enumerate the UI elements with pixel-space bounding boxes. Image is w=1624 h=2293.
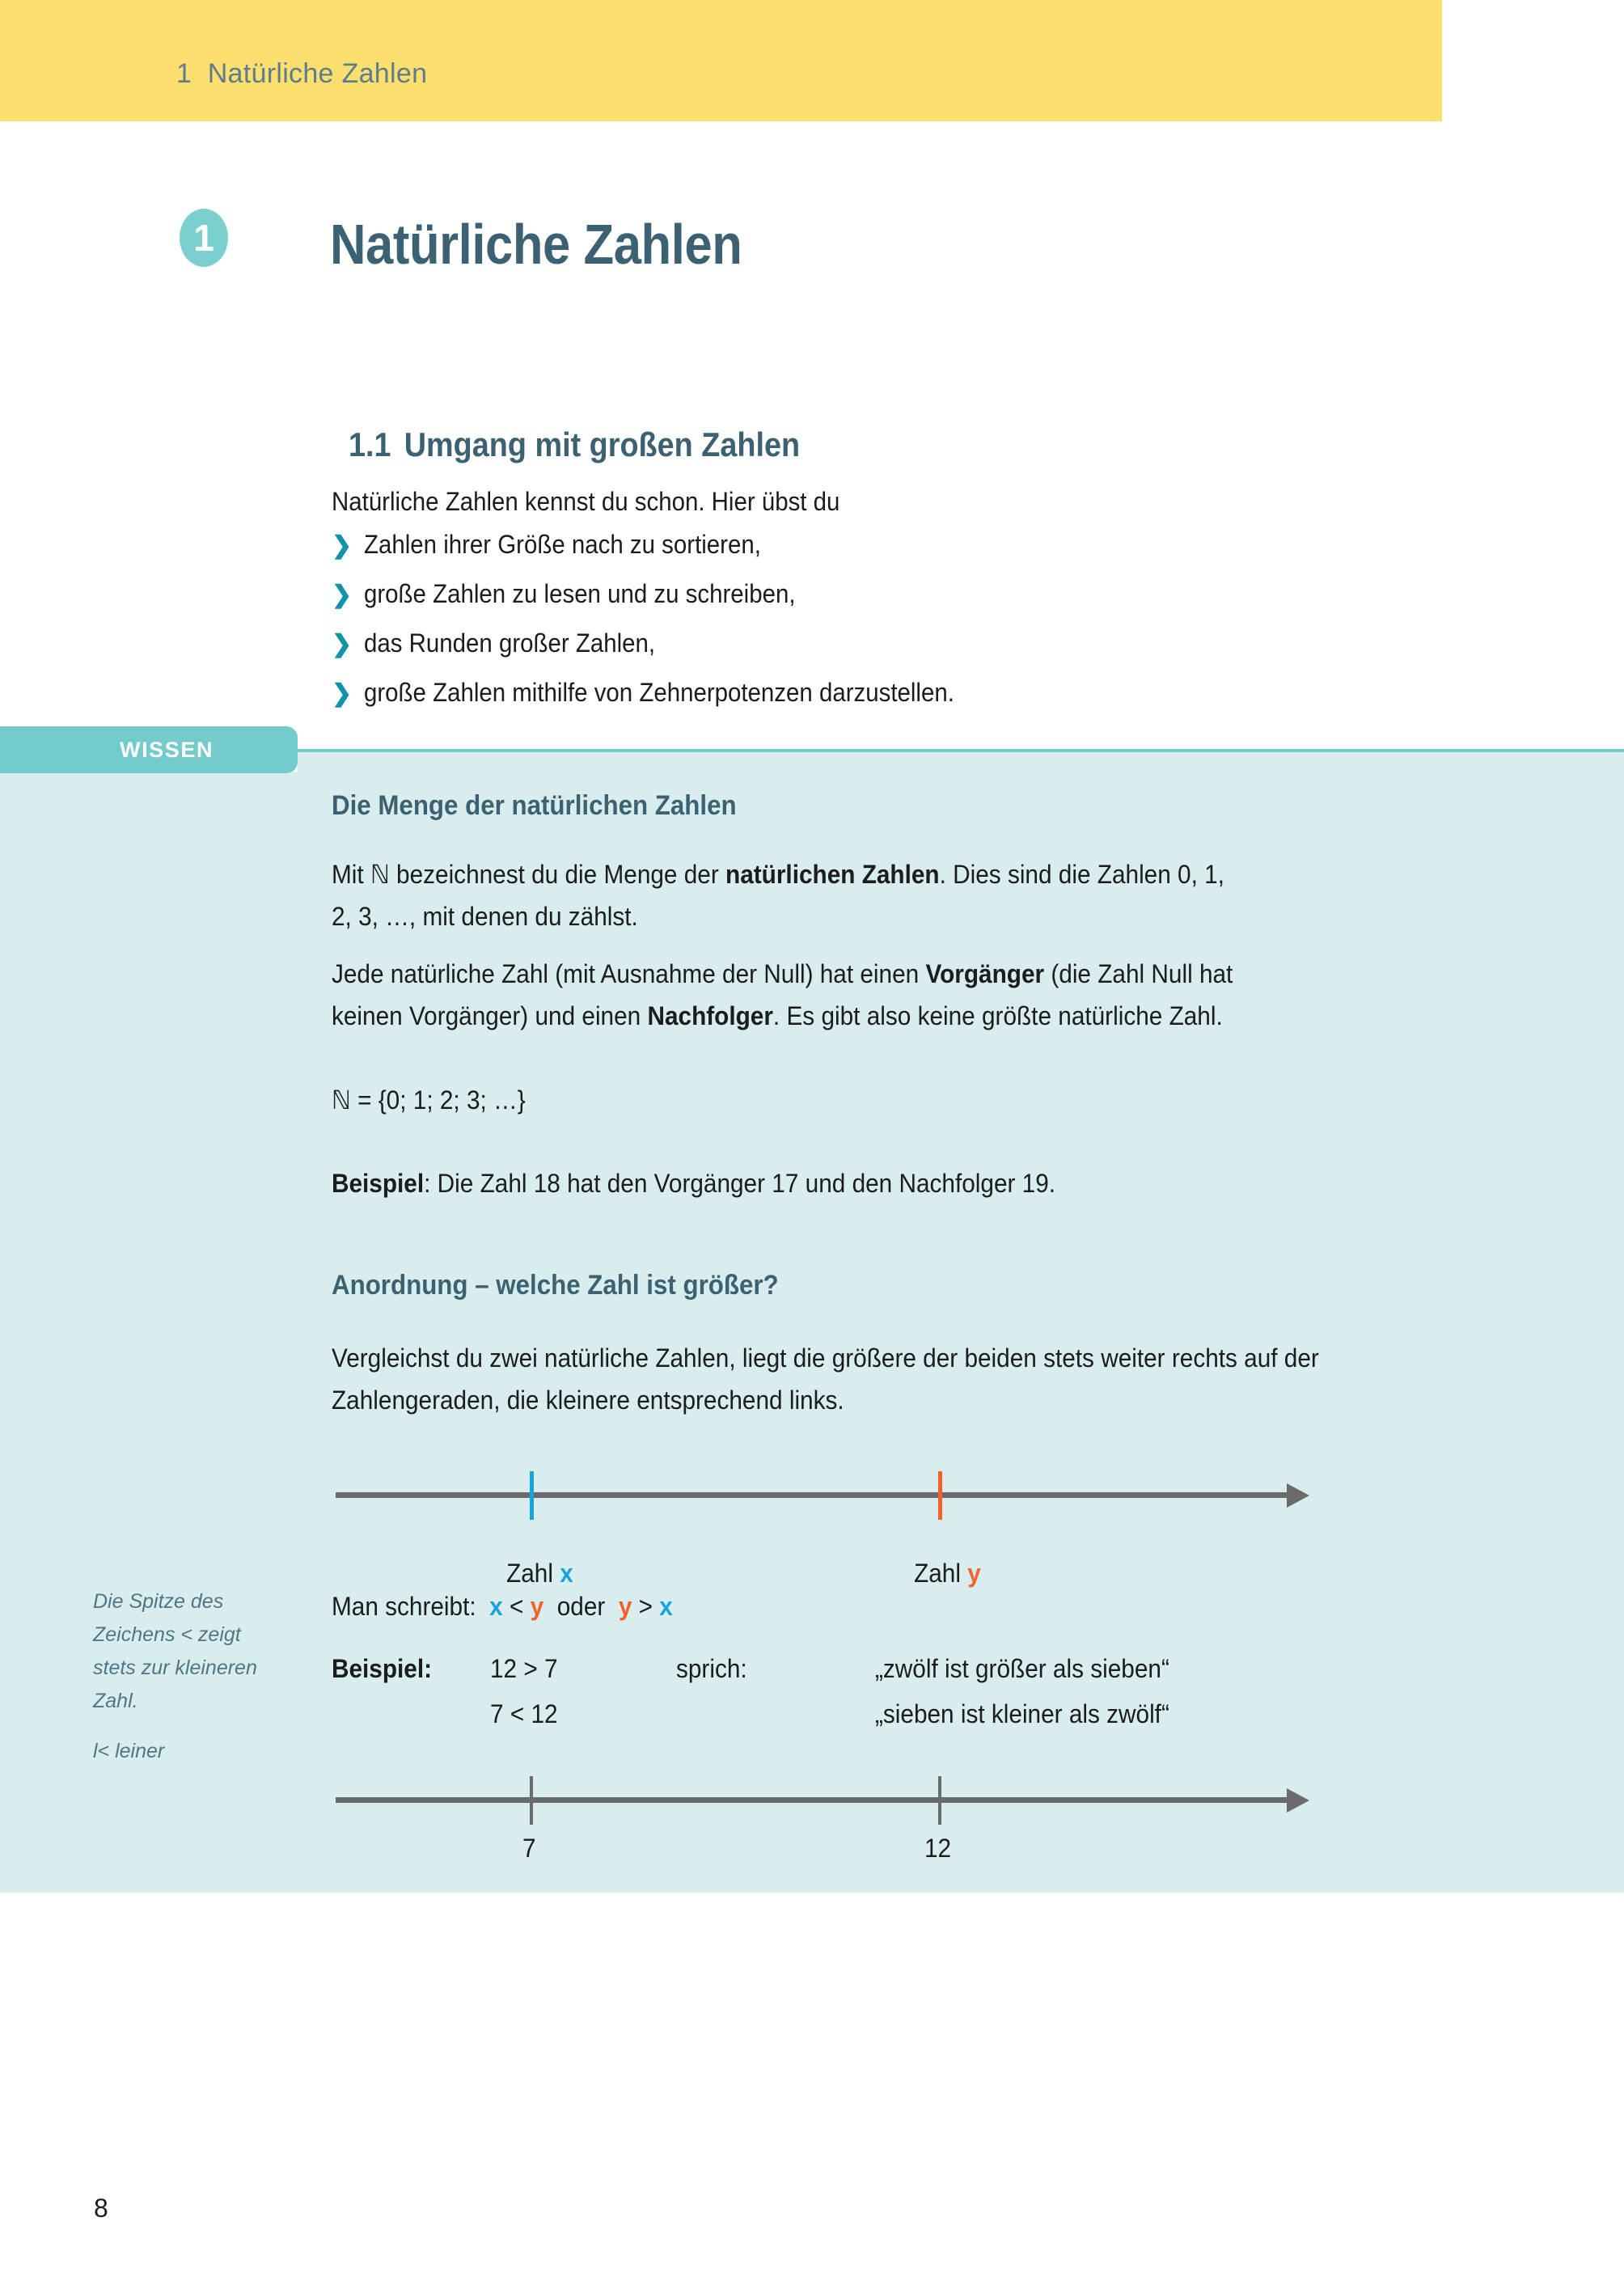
section-heading (332, 387, 800, 464)
wissen-block2-para: Vergleichst du zwei natürliche Zahlen, liegt die größere der beiden stets weiter rechts auf der Zahlengeraden, die kleinere entsprechend links. (332, 1343, 1319, 1415)
speak-label: sprich: (676, 1654, 747, 1683)
list-item (332, 628, 1383, 678)
tick-y-variable: y (967, 1559, 981, 1588)
axis-arrow-icon (1287, 1483, 1309, 1508)
notation-expr2-op: > (638, 1592, 653, 1621)
chevron-right-icon: ❯ (332, 532, 353, 559)
wissen-tab-label: WISSEN (120, 738, 214, 762)
notation-expr1-y: y (530, 1592, 544, 1621)
para2-segment-b: (die Zahl Null hat keinen Vorgänger) und einen (332, 959, 1233, 1030)
list-item (332, 530, 1383, 579)
list-item (332, 678, 1383, 727)
tick-y-label-word: Zahl (914, 1559, 968, 1588)
margin-note-mnemonic: l< leiner (93, 1740, 165, 1762)
notation-expr2-x: x (659, 1592, 673, 1621)
tick-12 (938, 1776, 941, 1825)
intro-lead-text: Natürliche Zahlen kennst du schon. Hier übst du (332, 487, 840, 516)
chapter-badge-number: 1 (193, 217, 214, 259)
tick-x (530, 1471, 534, 1520)
para2-segment-a: Jede natürliche Zahl (mit Ausnahme der Null) hat einen (332, 959, 926, 988)
para1-segment-a: Mit ℕ bezeichnest du die Menge der (332, 860, 726, 889)
tick-x-label-word: Zahl (506, 1559, 560, 1588)
table-row (332, 1699, 1343, 1745)
section-title: Umgang mit großen Zahlen (404, 425, 801, 463)
running-head-label: 1 Natürliche Zahlen (176, 58, 428, 89)
para2-bold-nachfolger: Nachfolger (647, 1001, 773, 1030)
para1-bold: natürlichen Zahlen (725, 860, 940, 889)
axis-line (336, 1492, 1290, 1498)
example-text: : Die Zahl 18 hat den Vorgänger 17 und den Nachfolger 19. (424, 1169, 1056, 1198)
chapter-number-badge (180, 209, 228, 267)
wissen-block1-para1 (332, 853, 1234, 937)
notation-conjunction: oder (556, 1592, 606, 1621)
example-expression: 12 > 7 (490, 1654, 558, 1683)
tick-x-variable: x (560, 1559, 573, 1588)
example-label (332, 1654, 432, 1684)
page-title: Natürliche Zahlen (330, 213, 742, 276)
list-item-label: Zahlen ihrer Größe nach zu sortieren, (364, 530, 761, 559)
notation-expr1-x: x (489, 1592, 503, 1621)
axis-line (336, 1797, 1290, 1803)
wissen-block1-para2 (332, 953, 1234, 1037)
intro-objectives-list (332, 530, 1383, 727)
margin-note-primary: Die Spitze des Zeichens < zeigt stets zur kleineren Zahl. (93, 1590, 257, 1712)
example-label-colon: : (424, 1654, 433, 1683)
list-item-label: das Runden großer Zahlen, (364, 628, 656, 658)
wissen-block1-heading: Die Menge der natürlichen Zahlen (332, 790, 737, 821)
example-spoken: „sieben ist kleiner als zwölf“ (875, 1699, 1169, 1728)
example-expression: 7 < 12 (490, 1699, 558, 1728)
tick-7-label: 7 (522, 1834, 536, 1863)
chevron-right-icon: ❯ (332, 582, 353, 608)
page-number: 8 (94, 2194, 108, 2223)
para1-segment-b: . Dies sind die Zahlen 0, 1, 2, 3, …, mit denen du zählst. (332, 860, 1224, 931)
para2-segment-c: . Es gibt also keine größte natürliche Zahl. (772, 1001, 1223, 1030)
tick-y (938, 1471, 942, 1520)
wissen-block1-example (332, 1162, 1234, 1204)
list-item (332, 579, 1383, 628)
para2-bold-vorgaenger: Vorgänger (925, 959, 1045, 988)
wissen-box-left-fill (0, 772, 298, 1893)
chevron-right-icon: ❯ (332, 680, 353, 707)
table-row (332, 1654, 1343, 1699)
notation-expr2-y: y (618, 1592, 632, 1621)
example-label: Beispiel (332, 1169, 425, 1198)
wissen-block2-heading: Anordnung – welche Zahl ist größer? (332, 1270, 779, 1301)
notation-expr1-op: < (509, 1592, 524, 1621)
axis-arrow-icon (1287, 1788, 1309, 1813)
list-item-label: große Zahlen zu lesen und zu schreiben, (364, 579, 796, 608)
example-spoken: „zwölf ist größer als sieben“ (875, 1654, 1169, 1683)
section-number: 1.1 (349, 425, 391, 463)
list-item-label: große Zahlen mithilfe von Zehnerpotenzen darzustellen. (364, 678, 954, 707)
notation-line (332, 1585, 1084, 1627)
example-comparison-table (332, 1654, 1343, 1745)
tick-7 (530, 1776, 533, 1825)
example-label-text: Beispiel (332, 1654, 425, 1683)
tick-12-label: 12 (924, 1834, 952, 1863)
notation-prefix: Man schreibt: (332, 1592, 476, 1621)
chevron-right-icon: ❯ (332, 631, 353, 658)
set-definition: ℕ = {0; 1; 2; 3; …} (332, 1085, 526, 1115)
